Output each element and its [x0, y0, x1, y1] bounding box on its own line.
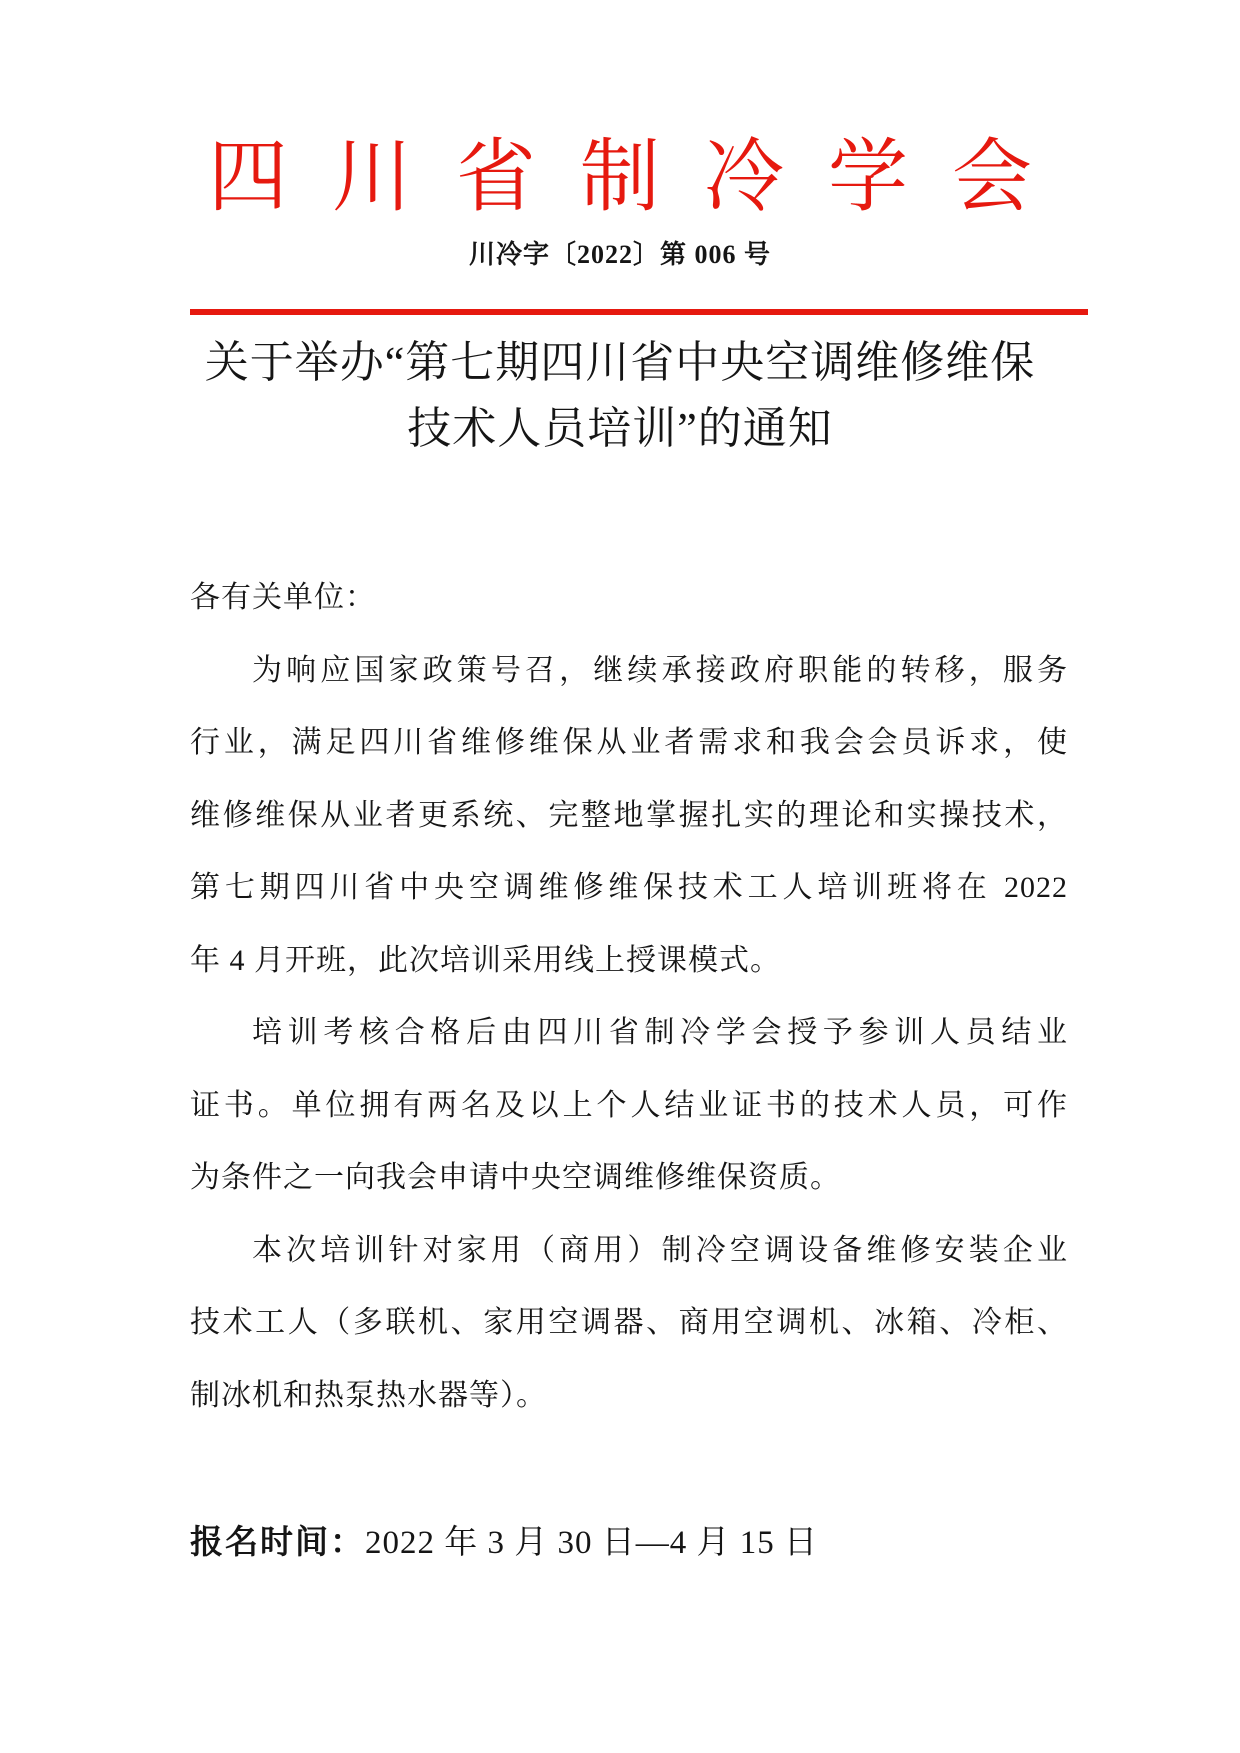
body-line: 本次培训针对家用（商用）制冷空调设备维修安装企业: [252, 1233, 1068, 1267]
red-divider-rule: [190, 309, 1088, 315]
body-line: 为条件之一向我会申请中央空调维修维保资质。: [190, 1161, 841, 1194]
body-line: 培训考核合格后由四川省制冷学会授予参训人员结业: [252, 1016, 1068, 1049]
document-number: 川冷字〔2022〕第 006 号: [468, 240, 771, 269]
body-line: 行业，满足四川省维修维保从业者需求和我会会员诉求，使: [190, 726, 1068, 759]
signup-time-label: 报名时间：: [190, 1523, 365, 1560]
body-line: 年 4 月开班，此次培训采用线上授课模式。: [190, 943, 781, 977]
body-line: 证书。单位拥有两名及以上个人结业证书的技术人员，可作: [190, 1088, 1068, 1122]
notice-title-line-1: 关于举办“第七期四川省中央空调维修维保: [204, 338, 1036, 387]
body-text: [190, 562, 1068, 1432]
signup-time-value: 2022 年 3 月 30 日—4 月 15 日: [365, 1525, 818, 1561]
body-line: 第七期四川省中央空调维修维保技术工人培训班将在 2022: [190, 871, 1068, 904]
body-line: 制冰机和热泵热水器等）。: [190, 1378, 547, 1412]
salutation-line: 各有关单位：: [190, 581, 376, 614]
body-line: 为响应国家政策号召，继续承接政府职能的转移，服务: [252, 653, 1068, 687]
notice-title-line-2: 技术人员培训”的通知: [407, 404, 833, 453]
organization-title: 四川省制冷学会: [208, 134, 1076, 222]
body-line: 维修维保从业者更系统、完整地掌握扎实的理论和实操技术，: [190, 798, 1068, 832]
notice-title: [0, 330, 1240, 462]
body-line: 技术工人（多联机、家用空调器、商用空调机、冰箱、冷柜、: [190, 1306, 1068, 1339]
signup-time-line: [190, 1518, 1068, 1567]
